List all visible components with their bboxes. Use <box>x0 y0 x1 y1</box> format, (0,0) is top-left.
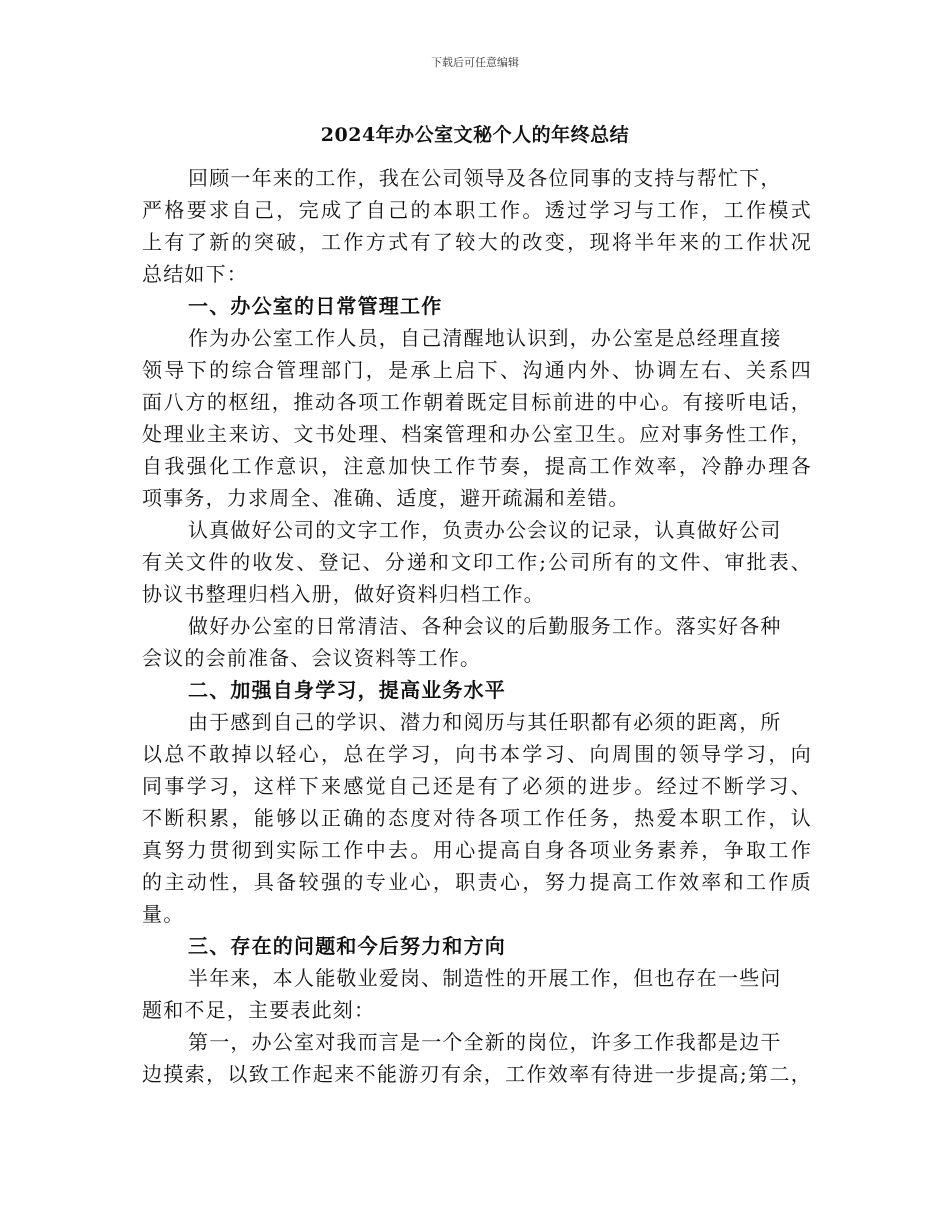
paragraph-line: 处理业主来访、文书处理、档案管理和办公室卫生。应对事务性工作， <box>142 422 812 446</box>
paragraph-line: 会议的会前准备、会议资料等工作。 <box>142 646 482 670</box>
paragraph-line: 自我强化工作意识，注意加快工作节奏，提高工作效率，冷静办理各 <box>142 454 812 478</box>
paragraph-line: 真努力贯彻到实际工作中去。用心提高自身各项业务素养，争取工作 <box>142 838 812 862</box>
paragraph-line: 以总不敢掉以轻心，总在学习，向书本学习、向周围的领导学习，向 <box>142 742 812 766</box>
paragraph-line: 边摸索，以致工作起来不能游刃有余，工作效率有待进一步提高;第二， <box>142 1062 812 1086</box>
paragraph-line: 面八方的枢纽，推动各项工作朝着既定目标前进的中心。有接听电话， <box>142 390 812 414</box>
section-heading: 一、办公室的日常管理工作 <box>188 294 443 318</box>
paragraph-line: 不断积累，能够以正确的态度对待各项工作任务，热爱本职工作，认 <box>142 806 812 830</box>
paragraph-line: 的主动性，具备较强的专业心，职责心，努力提高工作效率和工作质 <box>142 870 812 894</box>
paragraph-line: 由于感到自己的学识、潜力和阅历与其任职都有必须的距离，所 <box>188 710 782 734</box>
paragraph-line: 总结如下： <box>142 262 248 286</box>
paragraph-line: 项事务，力求周全、准确、适度，避开疏漏和差错。 <box>142 486 630 510</box>
section-heading: 三、存在的问题和今后努力和方向 <box>188 934 506 958</box>
paragraph-line: 半年来，本人能敬业爱岗、制造性的开展工作，但也存在一些问 <box>188 966 782 990</box>
section-heading: 二、加强自身学习，提高业务水平 <box>188 678 506 702</box>
paragraph-line: 回顾一年来的工作，我在公司领导及各位同事的支持与帮忙下， <box>188 166 782 190</box>
document-body <box>142 162 812 1090</box>
paragraph-line: 领导下的综合管理部门，是承上启下、沟通内外、协调左右、关系四 <box>142 358 812 382</box>
paragraph-line: 认真做好公司的文字工作，负责办公会议的记录，认真做好公司 <box>188 518 782 542</box>
page-header-note: 下载后可任意编辑 <box>431 56 519 69</box>
paragraph-line: 严格要求自己，完成了自己的本职工作。透过学习与工作，工作模式 <box>142 198 812 222</box>
paragraph-line: 有关文件的收发、登记、分递和文印工作;公司所有的文件、审批表、 <box>142 550 812 574</box>
paragraph-line: 题和不足，主要表此刻： <box>142 998 376 1022</box>
paragraph-line: 上有了新的突破，工作方式有了较大的改变，现将半年来的工作状况 <box>142 230 812 254</box>
paragraph-line: 同事学习，这样下来感觉自己还是有了必须的进步。经过不断学习、 <box>142 774 812 798</box>
paragraph-line: 量。 <box>142 902 185 926</box>
paragraph-line: 协议书整理归档入册，做好资料归档工作。 <box>142 582 545 606</box>
paragraph-line: 做好办公室的日常清洁、各种会议的后勤服务工作。落实好各种 <box>188 614 782 638</box>
document-title: 2024年办公室文秘个人的年终总结 <box>320 124 630 146</box>
paragraph-line: 作为办公室工作人员，自己清醒地认识到，办公室是总经理直接 <box>188 326 782 350</box>
paragraph-line: 第一，办公室对我而言是一个全新的岗位，许多工作我都是边干 <box>188 1030 782 1054</box>
